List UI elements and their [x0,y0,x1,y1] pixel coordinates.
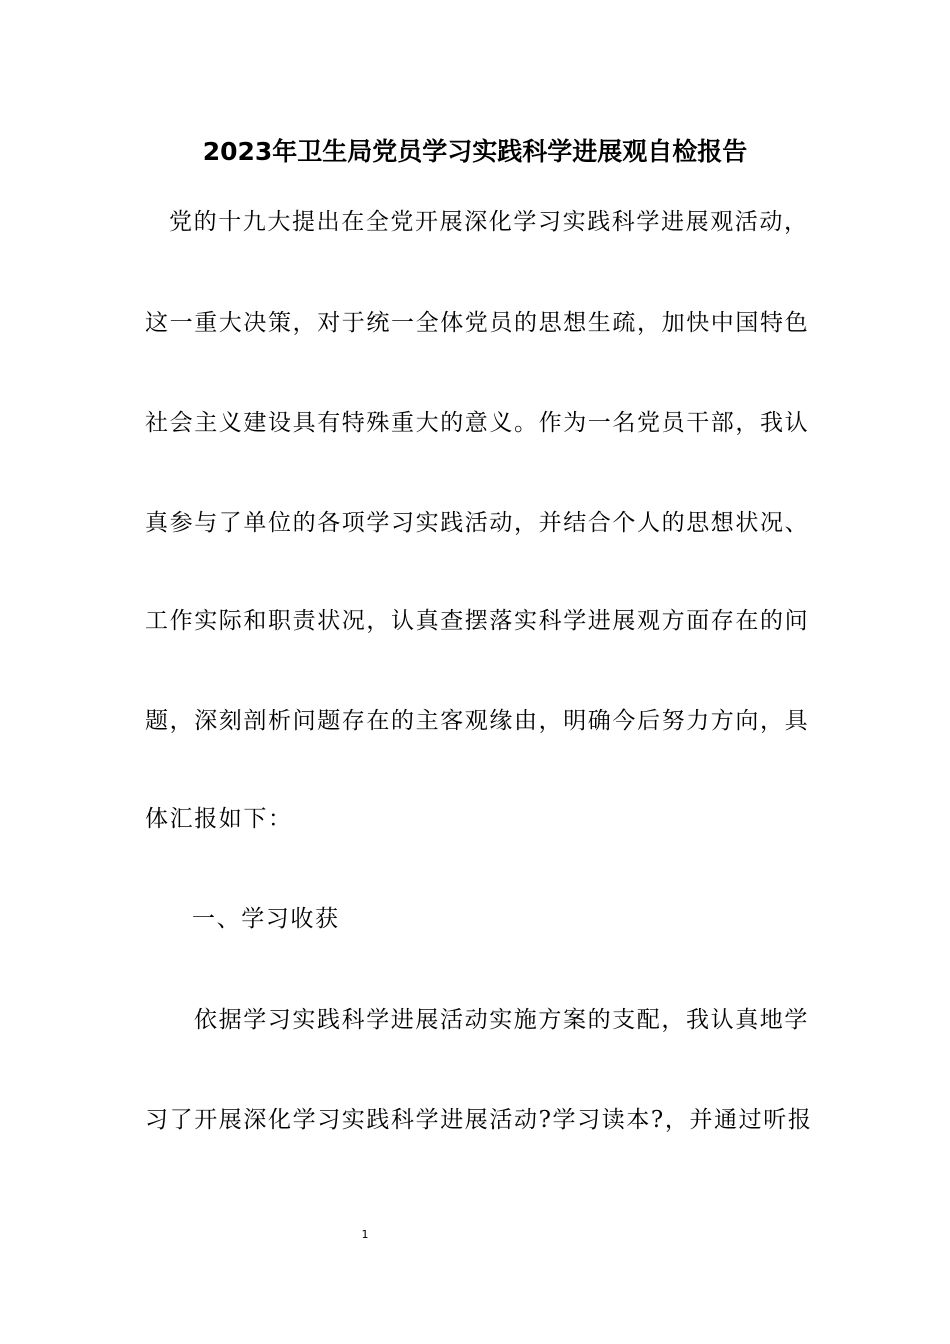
paragraph-line: 题，深刻剖析问题存在的主客观缘由，明确今后努力方向，具 [145,708,810,734]
page-number: 1 [361,1228,369,1241]
paragraph-line: 体汇报如下： [145,806,293,832]
document-title: 2023年卫生局党员学习实践科学进展观自检报告 [202,137,748,166]
paragraph-line: 真参与了单位的各项学习实践活动，并结合个人的思想状况、 [145,510,810,536]
paragraph-line: 习了开展深化学习实践科学进展活动?学习读本?，并通过听报 [145,1107,813,1133]
paragraph-line: 这一重大决策，对于统一全体党员的思想生疏，加快中国特色 [145,310,810,336]
paragraph-line: 党的十九大提出在全党开展深化学习实践科学进展观活动， [169,209,809,235]
paragraph-line: 依据学习实践科学进展活动实施方案的支配，我认真地学 [194,1007,809,1033]
paragraph-line: 社会主义建设具有特殊重大的意义。作为一名党员干部，我认 [145,410,810,436]
paragraph-line: 工作实际和职责状况，认真查摆落实科学进展观方面存在的问 [145,608,810,634]
section-heading: 一、学习收获 [192,906,340,932]
